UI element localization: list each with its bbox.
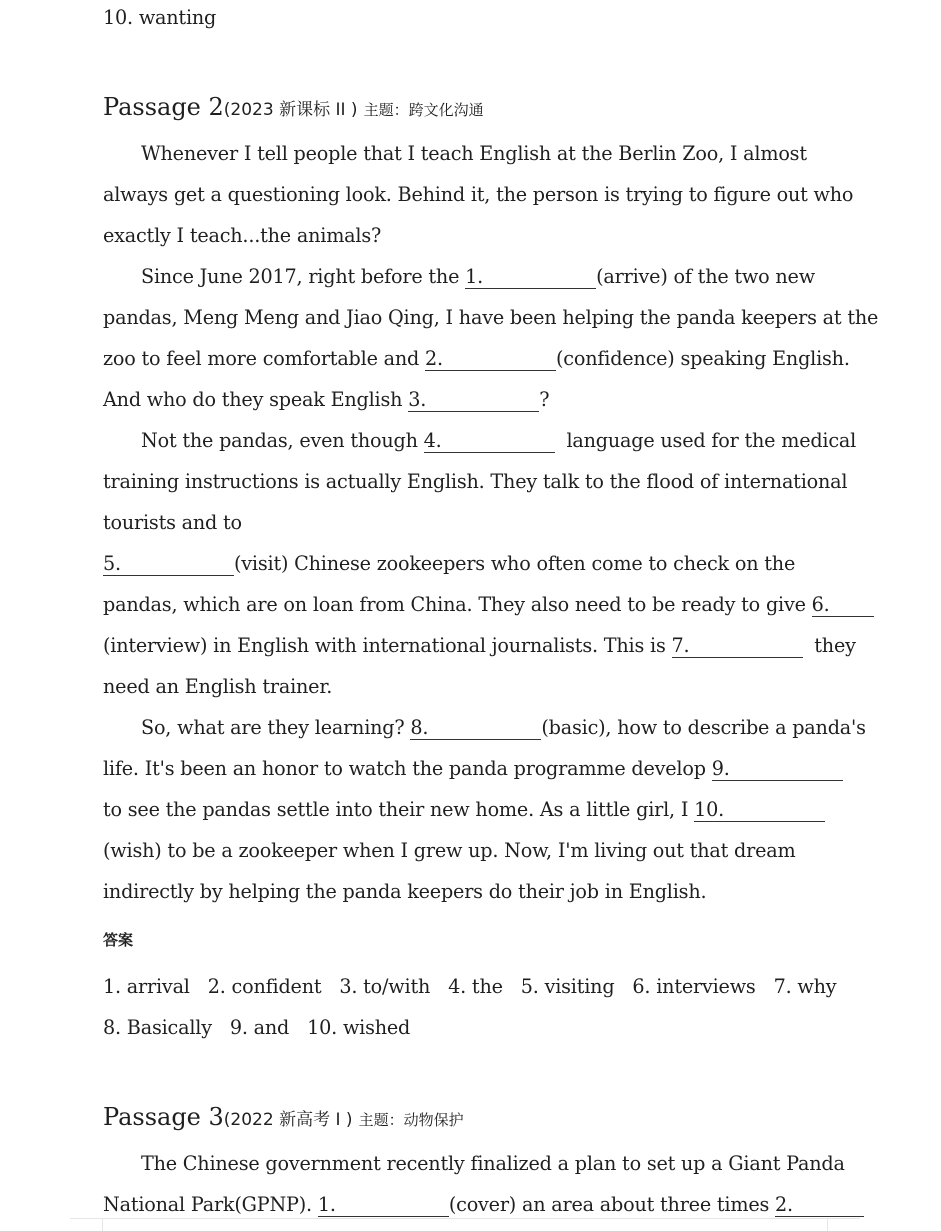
- answer-item: 9. and: [229, 1016, 290, 1039]
- passage-3-heading: [103, 1102, 464, 1132]
- answer-item: 8. Basically: [103, 1016, 212, 1039]
- text-segment: Whenever I tell people that I teach English at the Berlin Zoo, I almost: [141, 142, 807, 165]
- passage-2-text-line: [103, 584, 830, 625]
- answer-heading: 答案: [103, 931, 134, 949]
- text-segment: (wish) to be a zookeeper when I grew up. Now, I'm living out that dream: [103, 839, 796, 862]
- page-bottom-edge: [70, 1218, 860, 1231]
- answer-blank: 10.: [694, 799, 825, 822]
- passage-2-title: Passage 2: [103, 93, 224, 121]
- passage-2-text-line: [103, 789, 830, 830]
- answer-item: 5. visiting: [520, 975, 615, 998]
- answer-blank: 4.: [424, 430, 555, 453]
- answer-item: 1. arrival: [103, 975, 190, 998]
- text-segment: The Chinese government recently finalized a plan to set up a Giant Panda: [141, 1152, 845, 1175]
- answer-item: 3. to/with: [339, 975, 431, 998]
- passage-2-heading: [103, 92, 484, 122]
- passage-2-text-line: [103, 502, 830, 543]
- passage-3-body: [103, 1143, 845, 1225]
- text-segment: indirectly by helping the panda keepers do their job in English.: [103, 880, 707, 903]
- passage-2-text-line: [103, 543, 830, 584]
- text-segment: So, what are they learning?: [141, 716, 411, 739]
- passage-2-text-line: [103, 420, 857, 461]
- passage-2-text-line: [103, 625, 856, 666]
- text-segment: (cover) an area about three times: [448, 1193, 776, 1216]
- passage-3-title: Passage 3: [103, 1103, 224, 1131]
- passage-2-text-line: [103, 133, 830, 174]
- text-segment: need an English trainer.: [103, 675, 333, 698]
- text-segment: they: [802, 634, 856, 657]
- answer-blank: 1.: [465, 266, 596, 289]
- answer-blank: 2.: [775, 1194, 864, 1217]
- answer-blank: 6.: [812, 594, 874, 617]
- answer-blank: 5.: [103, 553, 234, 576]
- answer-blank: 9.: [712, 758, 843, 781]
- answer-blank: 2.: [425, 348, 556, 371]
- answer-item: 10. wished: [307, 1016, 411, 1039]
- text-segment: Since June 2017, right before the: [141, 265, 466, 288]
- passage-2-text-line: [103, 830, 830, 871]
- text-segment: And who do they speak English: [103, 388, 409, 411]
- text-segment: zoo to feel more comfortable and: [103, 347, 426, 370]
- text-segment: ?: [539, 388, 550, 411]
- text-segment: to see the pandas settle into their new home. As a little girl, I: [103, 798, 695, 821]
- answer-row: [103, 966, 837, 1007]
- text-segment: (arrive) of the two new: [596, 265, 815, 288]
- text-segment: (visit) Chinese zookeepers who often come to check on the: [234, 552, 796, 575]
- passage-2-text-line: [103, 748, 830, 789]
- answer-blank: 3.: [408, 389, 539, 412]
- text-segment: training instructions is actually English. They talk to the flood of international: [103, 470, 848, 493]
- passage-3-source: (2022 新高考 I ): [223, 1110, 353, 1130]
- text-segment: Not the pandas, even though: [141, 429, 424, 452]
- passage-2-topic: 主题：跨文化沟通: [363, 101, 484, 119]
- passage-3-topic: 主题：动物保护: [358, 1111, 464, 1129]
- text-segment: National Park(GPNP).: [103, 1193, 318, 1216]
- passage-2-text-line: [103, 461, 848, 502]
- passage-2-text-line: [103, 174, 854, 215]
- answer-item: 6. interviews: [632, 975, 756, 998]
- passage-2-text-line: [103, 871, 830, 912]
- answer-blank: 1.: [318, 1194, 449, 1217]
- answer-blank: 7.: [672, 635, 803, 658]
- text-segment: tourists and to: [103, 511, 242, 534]
- passage-2-text-line: [103, 215, 830, 256]
- passage-2-text-line: [103, 297, 879, 338]
- answer-item: 2. confident: [207, 975, 322, 998]
- answer-blank: 8.: [410, 717, 541, 740]
- passage-2-text-line: [103, 707, 866, 748]
- text-segment: life. It's been an honor to watch the panda programme develop: [103, 757, 712, 780]
- passage-2-text-line: [103, 666, 830, 707]
- answer-item: 7. why: [773, 975, 837, 998]
- text-segment: (interview) in English with international journalists. This is: [103, 634, 672, 657]
- passage-2-body: [103, 133, 879, 912]
- passage-2-source: (2023 新课标 II ): [223, 100, 358, 120]
- passage-2-text-line: [103, 379, 830, 420]
- answer-list: [103, 966, 837, 1048]
- text-segment: language used for the medical: [554, 429, 857, 452]
- text-segment: (basic), how to describe a panda's: [541, 716, 866, 739]
- text-segment: (confidence) speaking English.: [556, 347, 850, 370]
- answer-row: [103, 1007, 830, 1048]
- prev-answer-line: 10. wanting: [103, 6, 217, 29]
- text-segment: pandas, which are on loan from China. They also need to be ready to give: [103, 593, 812, 616]
- text-segment: pandas, Meng Meng and Jiao Qing, I have been helping the panda keepers at the: [103, 306, 879, 329]
- text-segment: always get a questioning look. Behind it, the person is trying to figure out who: [103, 183, 854, 206]
- text-segment: exactly I teach...the animals?: [103, 224, 382, 247]
- answer-item: 4. the: [448, 975, 503, 998]
- passage-3-text-line: [103, 1143, 845, 1184]
- passage-2-text-line: [103, 338, 850, 379]
- passage-2-text-line: [103, 256, 830, 297]
